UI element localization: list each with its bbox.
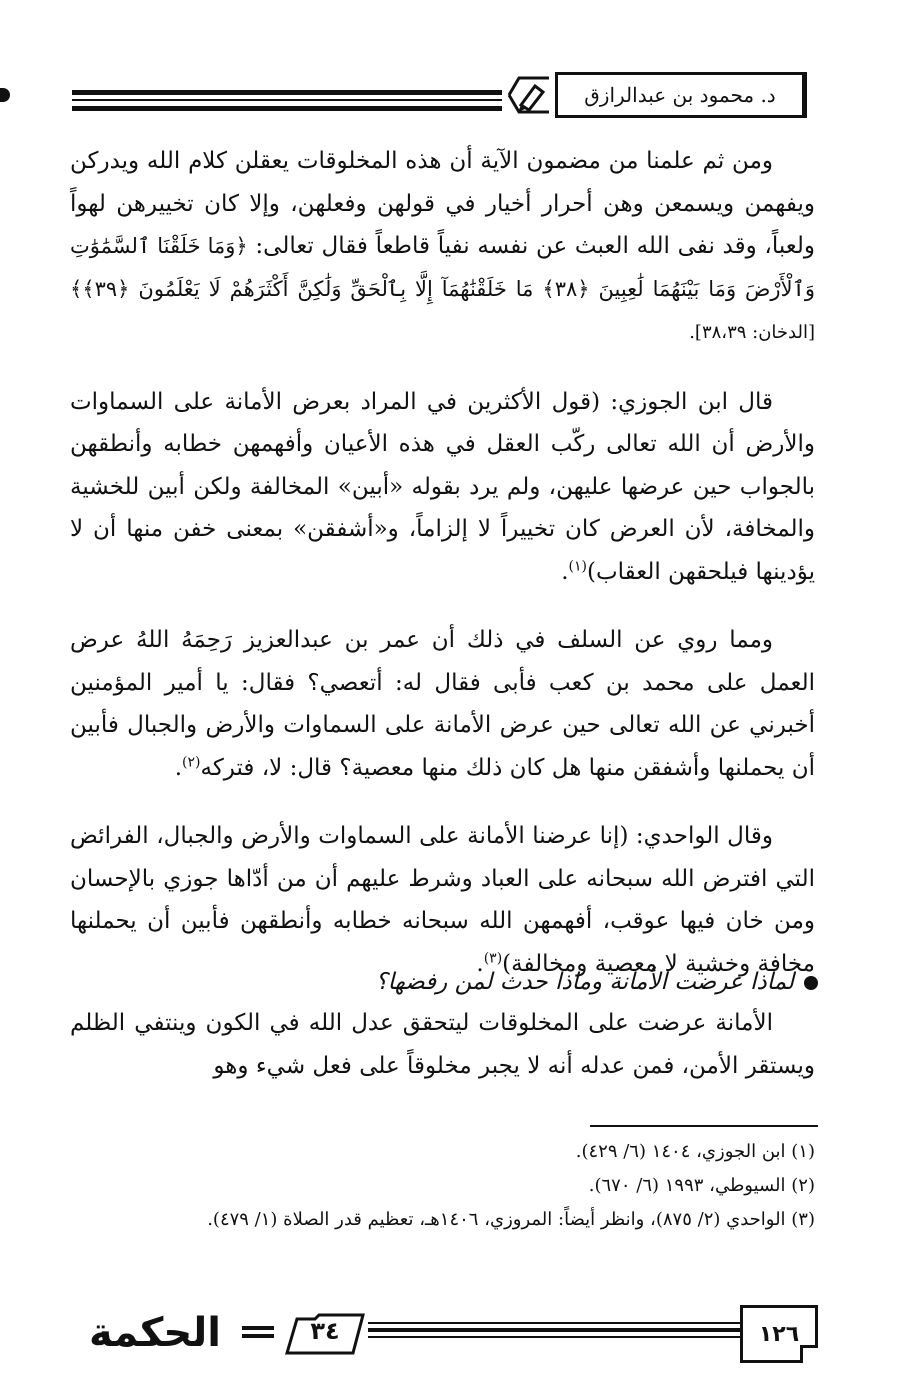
quran-verse: ﴿وَمَا خَلَقْنَا ٱلسَّمَٰوَٰتِ وَٱلْأَرْضَ وَمَا بَيْنَهُمَا لَٰعِبِينَ ﴿٣٨﴾ مَا خَلَقْنَٰهُمَآ إِلَّا بِٱلْحَقِّ وَلَٰكِنَّ أَكْثَرَهُمْ لَا يَعْلَمُونَ ﴿٣٩﴾﴾	[70, 234, 815, 301]
paragraph-2-text: قال ابن الجوزي: (قول الأكثرين في المراد بعرض الأمانة على السماوات والأرض أن الله تعالى ركّب العقل في هذه الأعيان وأفهمهن خطابه وأنطقهن بالجواب حين عرضها عليهن، ولم يرد بقوله «أبين» المخالفة ولكن أبين للخشية والمخافة، لأن العرض كان تخييراً لا إلزاماً، و«أشفقن» بمعنى خفن منها أن لا يؤدينها فيلحقهن العقاب)	[70, 388, 815, 585]
paragraph-1-text: ومن ثم علمنا من مضمون الآية أن هذه المخلوقات يعقلن كلام الله ويدركن ويفهمن ويسمعن وهن أحرار أخيار في قولهن وفعلهن، وإلا كان تخييرهن لهواً ولعباً، وقد نفى الله العبث عن نفسه نفياً قاطعاً فقال تعالى:	[70, 148, 815, 259]
footnote-3: (٣) الواحدي (٢/ ٨٧٥)، وانظر أيضاً: المروزي، ١٤٠٦هـ، تعظيم قدر الصلاة (١/ ٤٧٩).	[207, 1209, 815, 1230]
footnote-ref-3[interactable]: (٣)	[483, 949, 503, 966]
footnote-separator	[590, 1125, 818, 1127]
page-number: ١٢٦	[740, 1305, 818, 1363]
margin-mark	[0, 88, 10, 102]
footnote-2: (٢) السيوطي، ١٩٩٣ (٦/ ٦٧٠).	[588, 1175, 815, 1196]
paragraph-4: وقال الواحدي: (إنا عرضنا الأمانة على السماوات والأرض والجبال، الفرائض التي افترض الله سبحانه على العباد وشرط عليهم أن من أدّاها جوزي بالإحسان ومن خان فيها عوقب، أفهمهن الله سبحانه خطابه وأنطقهن فأبين أن يحملنها مخافة وخشية لا معصية ومخالفة)$^{(٣)}$.	[70, 823, 815, 977]
logo-separator	[240, 1323, 276, 1341]
question-text: لماذا عرضت الأمانة وماذا حدث لمن رفضها؟	[375, 969, 794, 995]
footnotes	[70, 1135, 815, 1237]
header-rule-thin-1	[72, 99, 502, 101]
paragraph-2: قال ابن الجوزي: (قول الأكثرين في المراد بعرض الأمانة على السماوات والأرض أن الله تعالى ركّب العقل في هذه الأعيان وأفهمهن خطابه وأنطقهن بالجواب حين عرضها عليهن، ولم يرد بقوله «أبين» المخالفة ولكن أبين للخشية والمخافة، لأن العرض كان تخييراً لا إلزاماً، و«أشفقن» بمعنى خفن منها أن لا يؤدينها فيلحقهن العقاب)$^{(١)}$.	[70, 388, 815, 585]
footnote-ref-1[interactable]: (١)	[568, 557, 587, 574]
bullet-icon	[804, 976, 818, 990]
issue-number: ٣٤	[310, 1317, 340, 1345]
paragraph-3-text: ومما روي عن السلف في ذلك أن عمر بن عبدالعزيز رَحِمَهُ اللهُ عرض العمل على محمد بن كعب فأبى فقال له: أتعصي؟ فقال: يا أمير المؤمنين أخبرني عن الله تعالى حين عرض الأمانة على السماوات والأرض والجبال فأبين أن يحملنها وأشفقن منها هل كان ذلك منها معصية؟ قال: لا، فتركه	[70, 627, 815, 781]
footer-rule-1	[368, 1322, 740, 1324]
paragraph-3: ومما روي عن السلف في ذلك أن عمر بن عبدالعزيز رَحِمَهُ اللهُ عرض العمل على محمد بن كعب فأبى فقال له: أتعصي؟ فقال: يا أمير المؤمنين أخبرني عن الله تعالى حين عرض الأمانة على السماوات والأرض والجبال فأبين أن يحملنها وأشفقن منها هل كان ذلك منها معصية؟ قال: لا، فتركه$^{(٢)}$.	[70, 627, 815, 781]
article-body	[70, 140, 815, 985]
paragraph-5: الأمانة عرضت على المخلوقات ليتحقق عدل الله في الكون وينتفي الظلم ويستقر الأمن، فمن عدله أنه لا يجبر مخلوقاً على فعل شيء وهو	[70, 1010, 815, 1079]
section-question	[300, 962, 818, 1002]
article-body-continued	[70, 1002, 815, 1087]
footnote-ref-2[interactable]: (٢)	[182, 753, 201, 770]
paragraph-1	[70, 140, 815, 355]
header-rule-thick	[72, 90, 502, 95]
magazine-logo: الحكمة	[89, 1310, 221, 1356]
header-rule-thin-2	[72, 106, 502, 111]
pen-icon	[505, 72, 553, 118]
footer-rule-3	[368, 1336, 740, 1338]
quran-reference: [الدخان: ٣٨،٣٩].	[689, 322, 815, 343]
footnote-1: (١) ابن الجوزي، ١٤٠٤ (٦/ ٤٢٩).	[575, 1141, 815, 1162]
author-name: د. محمود بن عبدالرازق	[555, 72, 807, 118]
footer-rule-2	[368, 1328, 740, 1332]
paragraph-4-text: وقال الواحدي: (إنا عرضنا الأمانة على السماوات والأرض والجبال، الفرائض التي افترض الله سبحانه على العباد وشرط عليهم أن من أدّاها جوزي بالإحسان ومن خان فيها عوقب، أفهمهن الله سبحانه خطابه وأنطقهن فأبين أن يحملنها مخافة وخشية لا معصية ومخالفة)	[70, 823, 815, 977]
